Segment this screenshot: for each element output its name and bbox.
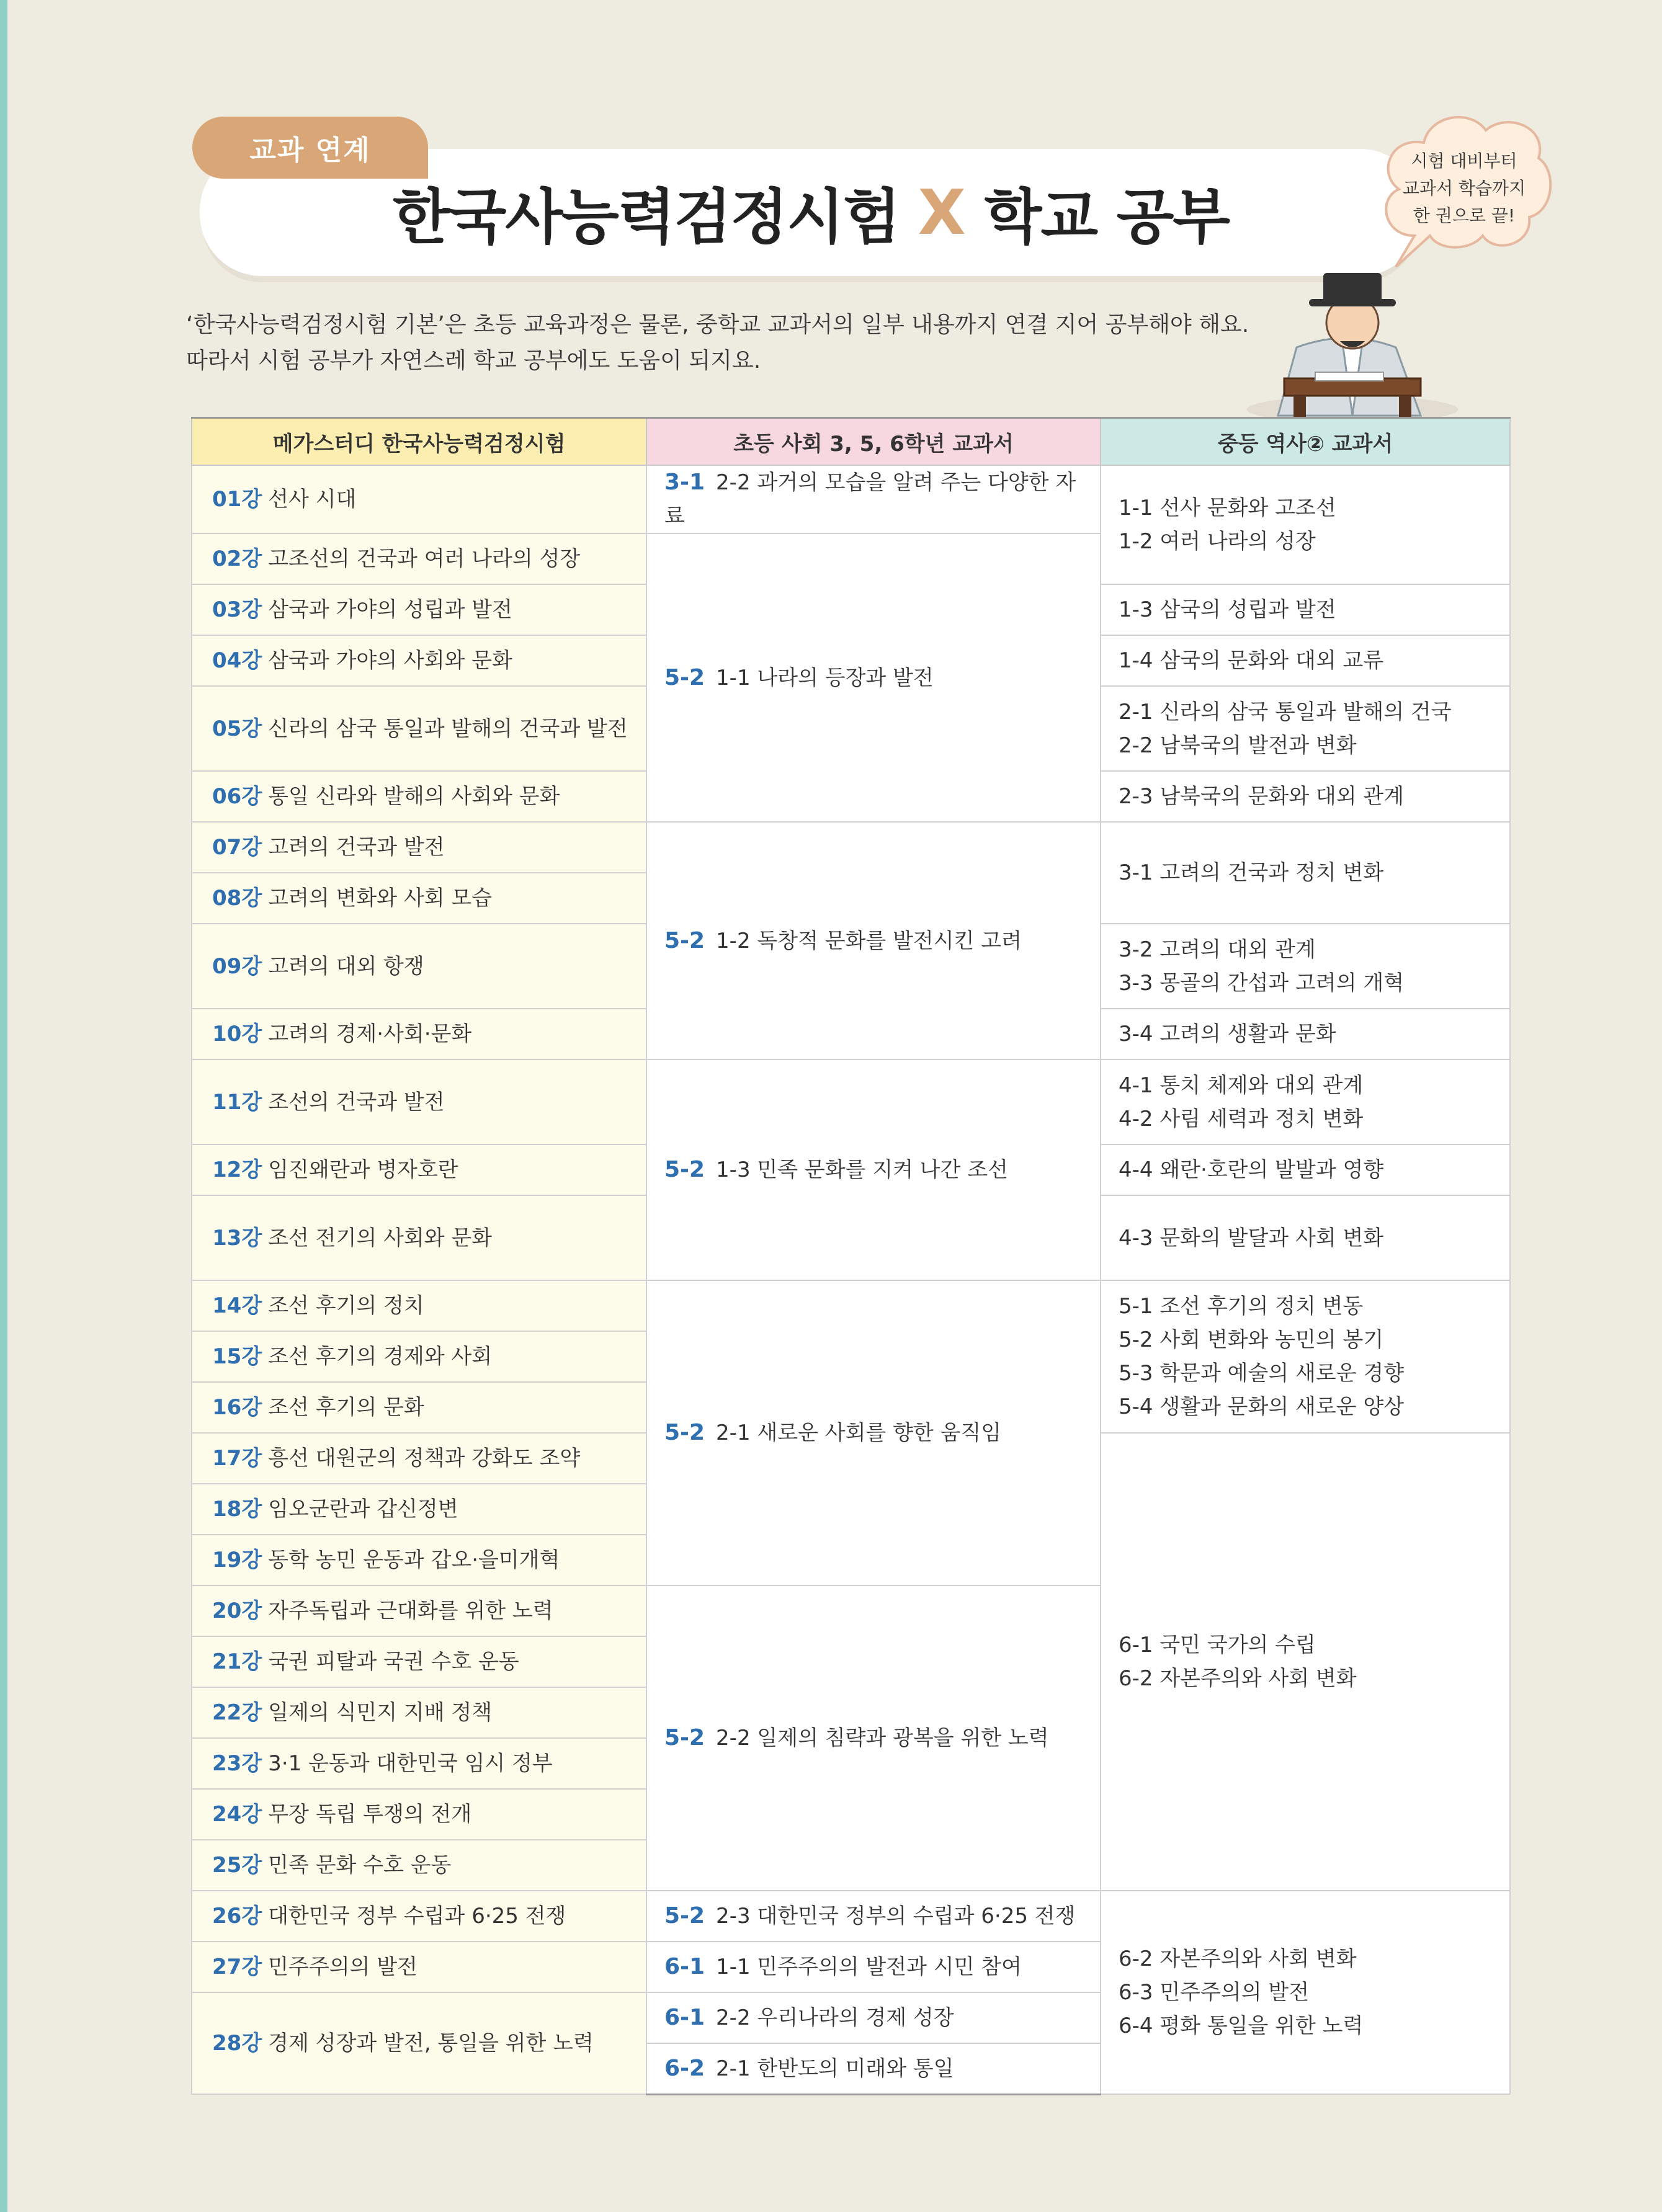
elementary-cell: 5-2 1-2 독창적 문화를 발전시킨 고려 xyxy=(646,822,1101,1059)
middle-cell: 4-4 왜란·호란의 발발과 영향 xyxy=(1101,1144,1510,1195)
middle-cell: 4-3 문화의 발달과 사회 변화 xyxy=(1101,1195,1510,1280)
table-header-row xyxy=(192,418,1510,466)
lesson-cell: 19강 동학 농민 운동과 갑오·을미개혁 xyxy=(192,1535,646,1585)
lesson-cell: 21강 국권 피탈과 국권 수호 운동 xyxy=(192,1636,646,1687)
middle-cell: 5-1 조선 후기의 정치 변동 5-2 사회 변화와 농민의 봉기 5-3 학문과 예술의 새로운 경향 5-4 생활과 문화의 새로운 양상 xyxy=(1101,1280,1510,1433)
intro-text xyxy=(186,307,1303,379)
lesson-cell: 20강 자주독립과 근대화를 위한 노력 xyxy=(192,1585,646,1636)
table-row xyxy=(192,1891,1510,1942)
table-row xyxy=(192,822,1510,873)
intro-line-2: 따라서 시험 공부가 자연스레 학교 공부에도 도움이 되지요. xyxy=(186,348,761,373)
lesson-cell: 17강 흥선 대원군의 정책과 강화도 조약 xyxy=(192,1433,646,1484)
lesson-cell: 23강 3·1 운동과 대한민국 임시 정부 xyxy=(192,1738,646,1789)
middle-cell: 4-1 통치 체제와 대외 관계 4-2 사림 세력과 정치 변화 xyxy=(1101,1059,1510,1144)
lesson-cell: 11강 조선의 건국과 발전 xyxy=(192,1059,646,1144)
lesson-cell: 28강 경제 성장과 발전, 통일을 위한 노력 xyxy=(192,1992,646,2094)
lesson-cell: 14강 조선 후기의 정치 xyxy=(192,1280,646,1331)
left-edge-strip xyxy=(0,0,7,2212)
title-x-mark: X xyxy=(918,176,966,249)
elementary-cell: 5-2 1-1 나라의 등장과 발전 xyxy=(646,533,1101,822)
lesson-cell: 15강 조선 후기의 경제와 사회 xyxy=(192,1331,646,1382)
elementary-cell: 6-1 2-2 우리나라의 경제 성장 xyxy=(646,1992,1101,2043)
elementary-cell: 5-2 2-2 일제의 침략과 광복을 위한 노력 xyxy=(646,1585,1101,1891)
bubble-line-3: 한 권으로 끝! xyxy=(1413,205,1516,226)
lesson-cell: 01강 선사 시대 xyxy=(192,465,646,533)
elementary-cell: 3-1 2-2 과거의 모습을 알려 주는 다양한 자료 xyxy=(646,465,1101,533)
middle-cell: 1-1 선사 문화와 고조선 1-2 여러 나라의 성장 xyxy=(1101,465,1510,584)
middle-cell: 2-3 남북국의 문화와 대외 관계 xyxy=(1101,771,1510,822)
title-left: 한국사능력검정시험 xyxy=(392,182,900,252)
lesson-cell: 26강 대한민국 정부 수립과 6·25 전쟁 xyxy=(192,1891,646,1942)
bubble-line-1: 시험 대비부터 xyxy=(1411,151,1517,171)
elementary-cell: 5-2 1-3 민족 문화를 지켜 나간 조선 xyxy=(646,1059,1101,1280)
title-right: 학교 공부 xyxy=(984,182,1230,252)
section-tag: 교과 연계 xyxy=(192,117,428,179)
lesson-cell: 05강 신라의 삼국 통일과 발해의 건국과 발전 xyxy=(192,686,646,771)
middle-cell: 6-1 국민 국가의 수립 6-2 자본주의와 사회 변화 xyxy=(1101,1433,1510,1891)
middle-cell: 2-1 신라의 삼국 통일과 발해의 건국 2-2 남북국의 발전과 변화 xyxy=(1101,686,1510,771)
lesson-cell: 10강 고려의 경제·사회·문화 xyxy=(192,1009,646,1059)
middle-cell: 3-2 고려의 대외 관계 3-3 몽골의 간섭과 고려의 개혁 xyxy=(1101,924,1510,1009)
elementary-cell: 5-2 2-1 새로운 사회를 향한 움직임 xyxy=(646,1280,1101,1585)
header-megastudy: 메가스터디 한국사능력검정시험 xyxy=(192,418,646,466)
lesson-cell: 12강 임진왜란과 병자호란 xyxy=(192,1144,646,1195)
lesson-cell: 18강 임오군란과 갑신정변 xyxy=(192,1484,646,1535)
middle-cell: 3-1 고려의 건국과 정치 변화 xyxy=(1101,822,1510,924)
lesson-cell: 13강 조선 전기의 사회와 문화 xyxy=(192,1195,646,1280)
middle-cell: 3-4 고려의 생활과 문화 xyxy=(1101,1009,1510,1059)
lesson-cell: 27강 민주주의의 발전 xyxy=(192,1942,646,1992)
elementary-cell: 6-1 1-1 민주주의의 발전과 시민 참여 xyxy=(646,1942,1101,1992)
elementary-cell: 6-2 2-1 한반도의 미래와 통일 xyxy=(646,2043,1101,2094)
intro-line-1: ‘한국사능력검정시험 기본’은 초등 교육과정은 물론, 중학교 교과서의 일부 내용까지 연결 지어 공부해야 해요. xyxy=(186,312,1249,337)
lesson-cell: 07강 고려의 건국과 발전 xyxy=(192,822,646,873)
lesson-cell: 08강 고려의 변화와 사회 모습 xyxy=(192,873,646,924)
lesson-cell: 25강 민족 문화 수호 운동 xyxy=(192,1840,646,1891)
bubble-line-2: 교과서 학습까지 xyxy=(1402,178,1526,198)
table-row xyxy=(192,465,1510,533)
lesson-cell: 03강 삼국과 가야의 성립과 발전 xyxy=(192,584,646,635)
scholar-illustration-icon xyxy=(1235,254,1458,422)
lesson-cell: 22강 일제의 식민지 지배 정책 xyxy=(192,1687,646,1738)
speech-bubble xyxy=(1371,99,1557,273)
header-middle: 중등 역사② 교과서 xyxy=(1101,418,1510,466)
middle-cell: 6-2 자본주의와 사회 변화 6-3 민주주의의 발전 6-4 평화 통일을 위한 노력 xyxy=(1101,1891,1510,2094)
curriculum-table xyxy=(191,417,1511,2095)
lesson-cell: 04강 삼국과 가야의 사회와 문화 xyxy=(192,635,646,686)
table-row xyxy=(192,1059,1510,1144)
lesson-cell: 06강 통일 신라와 발해의 사회와 문화 xyxy=(192,771,646,822)
lesson-cell: 24강 무장 독립 투쟁의 전개 xyxy=(192,1789,646,1840)
lesson-cell: 16강 조선 후기의 문화 xyxy=(192,1382,646,1433)
middle-cell: 1-3 삼국의 성립과 발전 xyxy=(1101,584,1510,635)
middle-cell: 1-4 삼국의 문화와 대외 교류 xyxy=(1101,635,1510,686)
table-row xyxy=(192,1280,1510,1331)
lesson-cell: 02강 고조선의 건국과 여러 나라의 성장 xyxy=(192,533,646,584)
elementary-cell: 5-2 2-3 대한민국 정부의 수립과 6·25 전쟁 xyxy=(646,1891,1101,1942)
lesson-cell: 09강 고려의 대외 항쟁 xyxy=(192,924,646,1009)
header-elementary: 초등 사회 3, 5, 6학년 교과서 xyxy=(646,418,1101,466)
